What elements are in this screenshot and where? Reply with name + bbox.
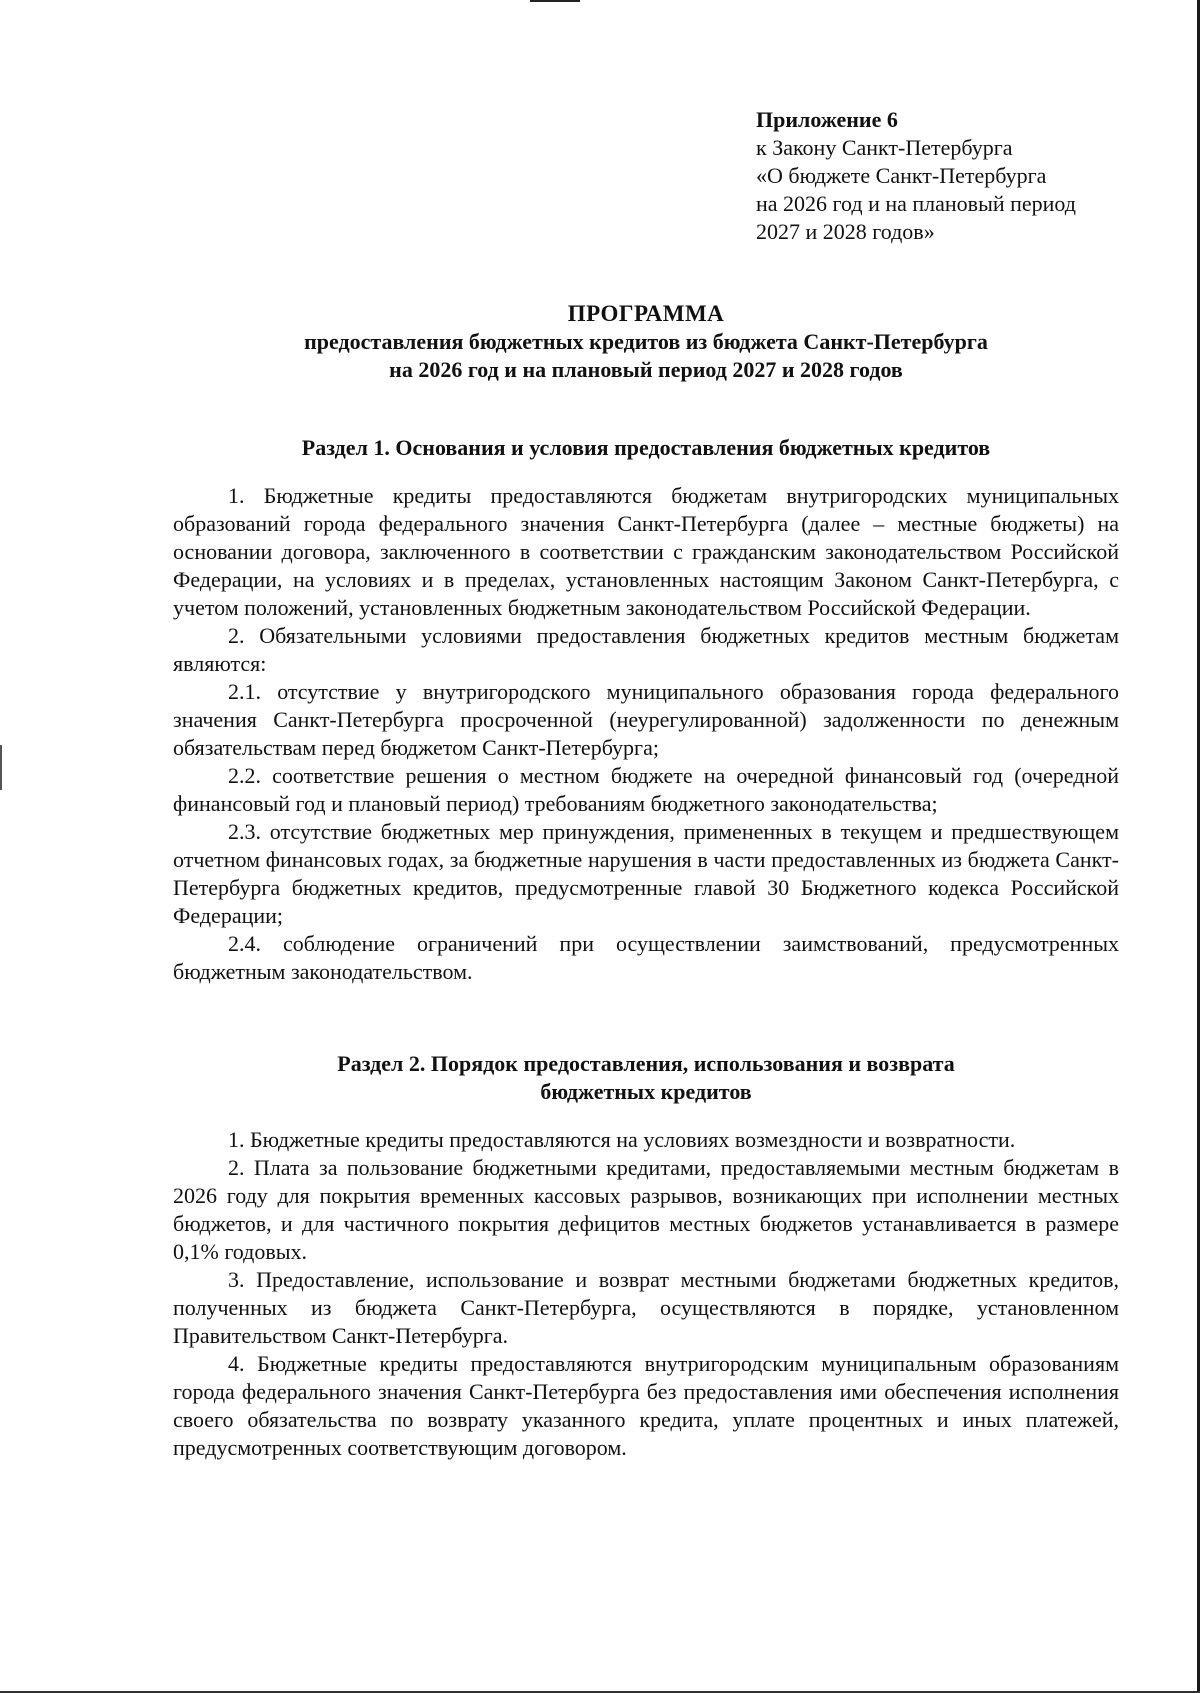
section-2-title: бюджетных кредитов <box>540 1079 752 1104</box>
program-subtitle: предоставления бюджетных кредитов из бюджета Санкт-Петербурга <box>304 329 988 354</box>
appendix-line: «О бюджете Санкт-Петербурга <box>756 163 1047 188</box>
section-2-paragraph: 2. Плата за пользование бюджетными кредитами, предоставляемыми местным бюджетам в 2026 году для покрытия временных кассовых разрывов, возникающих при исполнении местных бюджетов, и для частичного покрытия дефицитов местных бюджетов устанавливается в размере 0,1% годовых. <box>173 1155 1119 1264</box>
section-2-title: Раздел 2. Порядок предоставления, использования и возврата <box>337 1051 955 1076</box>
program-title: ПРОГРАММА <box>567 301 725 326</box>
appendix-title: Приложение 6 <box>756 107 898 132</box>
section-1-title: Раздел 1. Основания и условия предоставления бюджетных кредитов <box>301 435 991 460</box>
appendix-block <box>756 106 1176 246</box>
scan-edge-mark <box>530 0 580 2</box>
section-1-paragraph: 2.1. отсутствие у внутригородского муниципального образования города федерального значения Санкт-Петербурга просроченной (неурегулированной) задолженности по денежным обязательствам перед бюджетом Санкт-Петербурга; <box>173 679 1119 760</box>
section-1-paragraph: 2. Обязательными условиями предоставления бюджетных кредитов местным бюджетам являются: <box>173 623 1119 676</box>
appendix-line: к Закону Санкт-Петербурга <box>756 135 1013 160</box>
section-2-paragraph: 4. Бюджетные кредиты предоставляются внутригородским муниципальным образованиям города федерального значения Санкт-Петербурга без предоставления ими обеспечения исполнения своего обязательства по возврату указанного кредита, уплате процентных и иных платежей, предусмотренных соответствующим договором. <box>173 1351 1119 1460</box>
section-2-paragraph: 3. Предоставление, использование и возврат местными бюджетами бюджетных кредитов, полученных из бюджета Санкт-Петербурга, осуществляются в порядке, установленном Правительством Санкт-Петербурга. <box>173 1267 1119 1348</box>
section-1-paragraph: 2.2. соответствие решения о местном бюджете на очередной финансовый год (очередной финансовый год и плановый период) требованиям бюджетного законодательства; <box>173 763 1119 816</box>
section-2-paragraph: 1. Бюджетные кредиты предоставляются на условиях возмездности и возвратности. <box>228 1127 1016 1152</box>
document-body <box>173 300 1119 1462</box>
section-1-paragraph: 2.4. соблюдение ограничений при осуществлении заимствований, предусмотренных бюджетным законодательством. <box>173 931 1119 984</box>
program-subtitle: на 2026 год и на плановый период 2027 и 2028 годов <box>389 357 903 382</box>
appendix-line: 2027 и 2028 годов» <box>756 219 935 244</box>
appendix-line: на 2026 год и на плановый период <box>756 191 1076 216</box>
scan-edge-mark <box>0 745 2 790</box>
section-1-paragraph: 1. Бюджетные кредиты предоставляются бюджетам внутригородских муниципальных образований города федерального значения Санкт-Петербурга (далее – местные бюджеты) на основании договора, заключенного в соответствии с гражданским законодательством Российской Федерации, на условиях и в пределах, установленных настоящим Законом Санкт-Петербурга, с учетом положений, установленных бюджетным законодательством Российской Федерации. <box>173 483 1119 620</box>
section-1-paragraph: 2.3. отсутствие бюджетных мер принуждения, примененных в текущем и предшествующем отчетном финансовых годах, за бюджетные нарушения в части предоставленных из бюджета Санкт-Петербурга бюджетных кредитов, предусмотренные главой 30 Бюджетного кодекса Российской Федерации; <box>173 819 1119 928</box>
